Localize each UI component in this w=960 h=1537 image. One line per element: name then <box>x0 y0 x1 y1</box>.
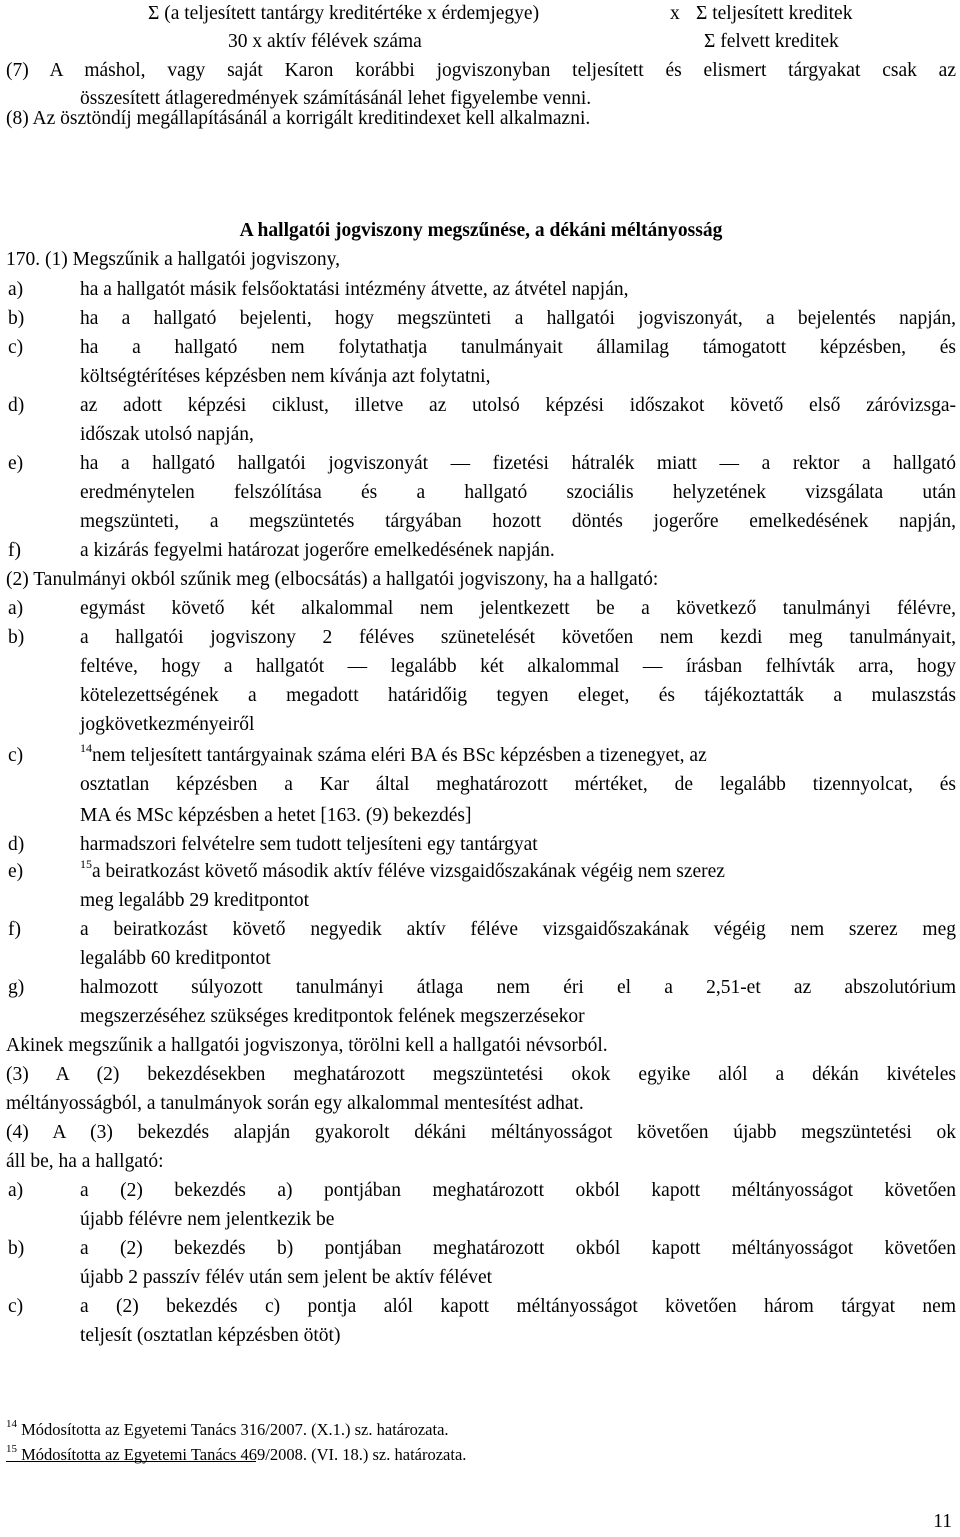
item-2c-line-1: nem teljesített tantárgyainak száma eléri BA és BSc képzésben a tizenegyet, az <box>92 745 707 766</box>
item-1d-label: d) <box>8 395 25 416</box>
item-1e-line-1: ha a hallgató hallgatói jogviszonyát — fizetési hátralék miatt — a rektor a hallgató <box>80 453 956 474</box>
item-2e-line-1: a beiratkozást követő második aktív féléve vizsgaidőszakának végéig nem szerez <box>92 861 725 882</box>
item-2b-line-3: kötelezettségének a megadott határidőig tegyen eleget, és tájékoztatták a mulaszstás <box>80 685 956 706</box>
item-1f-label: f) <box>8 540 21 561</box>
item-4b-line-2: újabb 2 passzív félév után sem jelent be aktív félévet <box>80 1267 493 1288</box>
item-1b-line-1: ha a hallgató bejelenti, hogy megszünteti a hallgatói jogviszonyát, a bejelentés napján, <box>80 308 956 329</box>
formula-left-denominator: 30 x aktív félévek száma <box>228 31 422 52</box>
footnote-14-number: 14 <box>6 1418 17 1430</box>
item-2b-line-1: a hallgatói jogviszony 2 féléves szünetelését követően nem kezdi meg tanulmányait, <box>80 627 956 648</box>
paragraph-2-lead: (2) Tanulmányi okból szűnik meg (elbocsátás) a hallgatói jogviszony, ha a hallgató: <box>6 569 659 590</box>
footnote-14-text: Módosította az Egyetemi Tanács 316/2007. (X.1.) sz. határozata. <box>21 1420 449 1439</box>
item-4c-line-1: a (2) bekezdés c) pontja alól kapott méltányosságot követően három tárgyat nem <box>80 1296 956 1317</box>
after-paragraph-2: Akinek megszűnik a hallgatói jogviszonya, törölni kell a hallgatói névsorból. <box>6 1035 608 1056</box>
item-4c-label: c) <box>8 1296 24 1317</box>
formula-right-numerator: Σ teljesített kreditek <box>696 3 853 24</box>
item-1e-line-2: eredménytelen felszólítása és a hallgató szociális helyzetének vizsgálata után <box>80 482 956 503</box>
paragraph-4-line-1: (4) A (3) bekezdés alapján gyakorolt dékáni méltányosságot követően újabb megszüntetési ok <box>6 1122 956 1143</box>
item-2g-label: g) <box>8 977 25 998</box>
item-1a-line-1: ha a hallgatót másik felsőoktatási intézmény átvette, az átvétel napján, <box>80 279 629 300</box>
paragraph-3-line-2: méltányosságból, a tanulmányok során egy alkalommal mentesítést adhat. <box>6 1093 584 1114</box>
item-2c-line-2: osztatlan képzésben a Kar által meghatározott mértéket, de legalább tizennyolcat, és <box>80 774 956 795</box>
footnote-ref-15[interactable]: 15 <box>80 857 92 871</box>
item-2b-line-4: jogkövetkezményeiről <box>80 714 255 735</box>
item-1d-line-1: az adott képzési ciklust, illetve az utolsó képzési időszakot követő első záróvizsga- <box>80 395 956 416</box>
section-170-lead: 170. (1) Megszűnik a hallgatói jogviszony, <box>6 249 340 270</box>
item-2e-line-1-wrap <box>80 857 956 886</box>
item-2f-line-2: legalább 60 kreditpontot <box>80 948 271 969</box>
item-2c-line-3: MA és MSc képzésben a hetet [163. (9) bekezdés] <box>80 805 472 826</box>
item-1e-label: e) <box>8 453 24 474</box>
item-1e-line-3: megszünteti, a megszüntetés tárgyában hozott döntés jogerőre emelkedésének napján, <box>80 511 956 532</box>
item-2c-label: c) <box>8 745 24 766</box>
item-2g-line-2: megszerzéséhez szükséges kreditpontok felének megszerzésekor <box>80 1006 585 1027</box>
item-4b-label: b) <box>8 1238 25 1259</box>
item-2a-line-1: egymást követő két alkalommal nem jelentkezett be a következő tanulmányi félévre, <box>80 598 956 619</box>
item-4c-line-2: teljesít (osztatlan képzésben ötöt) <box>80 1325 341 1346</box>
item-1d-line-2: időszak utolsó napján, <box>80 424 254 445</box>
item-2c-line-1-wrap <box>80 741 956 770</box>
formula-right-denominator: Σ felvett kreditek <box>704 31 839 52</box>
item-1f-line-1: a kizárás fegyelmi határozat jogerőre emelkedésének napján. <box>80 540 555 561</box>
item-2e-label: e) <box>8 861 24 882</box>
item-1c-line-2: költségtérítéses képzésben nem kívánja azt folytatni, <box>80 366 491 387</box>
paragraph-7-line-1: (7) A máshol, vagy saját Karon korábbi jogviszonyban teljesített és elismert tárgyakat csak az <box>6 60 956 81</box>
item-1b-label: b) <box>8 308 25 329</box>
paragraph-4-line-2: áll be, ha a hallgató: <box>6 1151 164 1172</box>
formula-left-numerator: Σ (a teljesített tantárgy kreditértéke x érdemjegye) <box>148 3 540 24</box>
formula-operator: x <box>670 3 680 24</box>
item-4a-line-2: újabb félévre nem jelentkezik be <box>80 1209 335 1230</box>
footnote-ref-14[interactable]: 14 <box>80 741 92 755</box>
item-2g-line-1: halmozott súlyozott tanulmányi átlaga nem éri el a 2,51-et az abszolutórium <box>80 977 956 998</box>
item-2a-label: a) <box>8 598 24 619</box>
item-2b-label: b) <box>8 627 25 648</box>
item-4a-label: a) <box>8 1180 24 1201</box>
footnote-15-text: Módosította az Egyetemi Tanács 469/2008. (VI. 18.) sz. határozata. <box>21 1445 467 1464</box>
paragraph-3-line-1: (3) A (2) bekezdésekben meghatározott megszüntetési okok egyike alól a dékán kivételes <box>6 1064 956 1085</box>
item-2d-line-1: harmadszori felvételre sem tudott teljesíteni egy tantárgyat <box>80 834 538 855</box>
footnote-15-number: 15 <box>6 1443 17 1455</box>
page-number: 11 <box>933 1511 952 1532</box>
footnote-15 <box>6 1443 466 1467</box>
item-2f-label: f) <box>8 919 21 940</box>
paragraph-8: (8) Az ösztöndíj megállapításánál a korrigált kreditindexet kell alkalmazni. <box>6 108 591 129</box>
item-2b-line-2: feltéve, hogy a hallgatót — legalább két alkalommal — írásban felhívták arra, hogy <box>80 656 956 677</box>
item-1c-label: c) <box>8 337 24 358</box>
item-2d-label: d) <box>8 834 25 855</box>
item-2f-line-1: a beiratkozást követő negyedik aktív féléve vizsgaidőszakának végéig nem szerez meg <box>80 919 956 940</box>
item-1a-label: a) <box>8 279 24 300</box>
item-4a-line-1: a (2) bekezdés a) pontjában meghatározott okból kapott méltányosságot követően <box>80 1180 956 1201</box>
paragraph-7-line-2: összesített átlageredmények számításánál lehet figyelembe venni. <box>80 88 592 109</box>
item-2e-line-2: meg legalább 29 kreditpontot <box>80 890 310 911</box>
section-title: A hallgatói jogviszony megszűnése, a dékáni méltányosság <box>239 220 723 241</box>
footnote-14 <box>6 1418 449 1442</box>
item-1c-line-1: ha a hallgató nem folytathatja tanulmányait államilag támogatott képzésben, és <box>80 337 956 358</box>
item-4b-line-1: a (2) bekezdés b) pontjában meghatározott okból kapott méltányosságot követően <box>80 1238 956 1259</box>
